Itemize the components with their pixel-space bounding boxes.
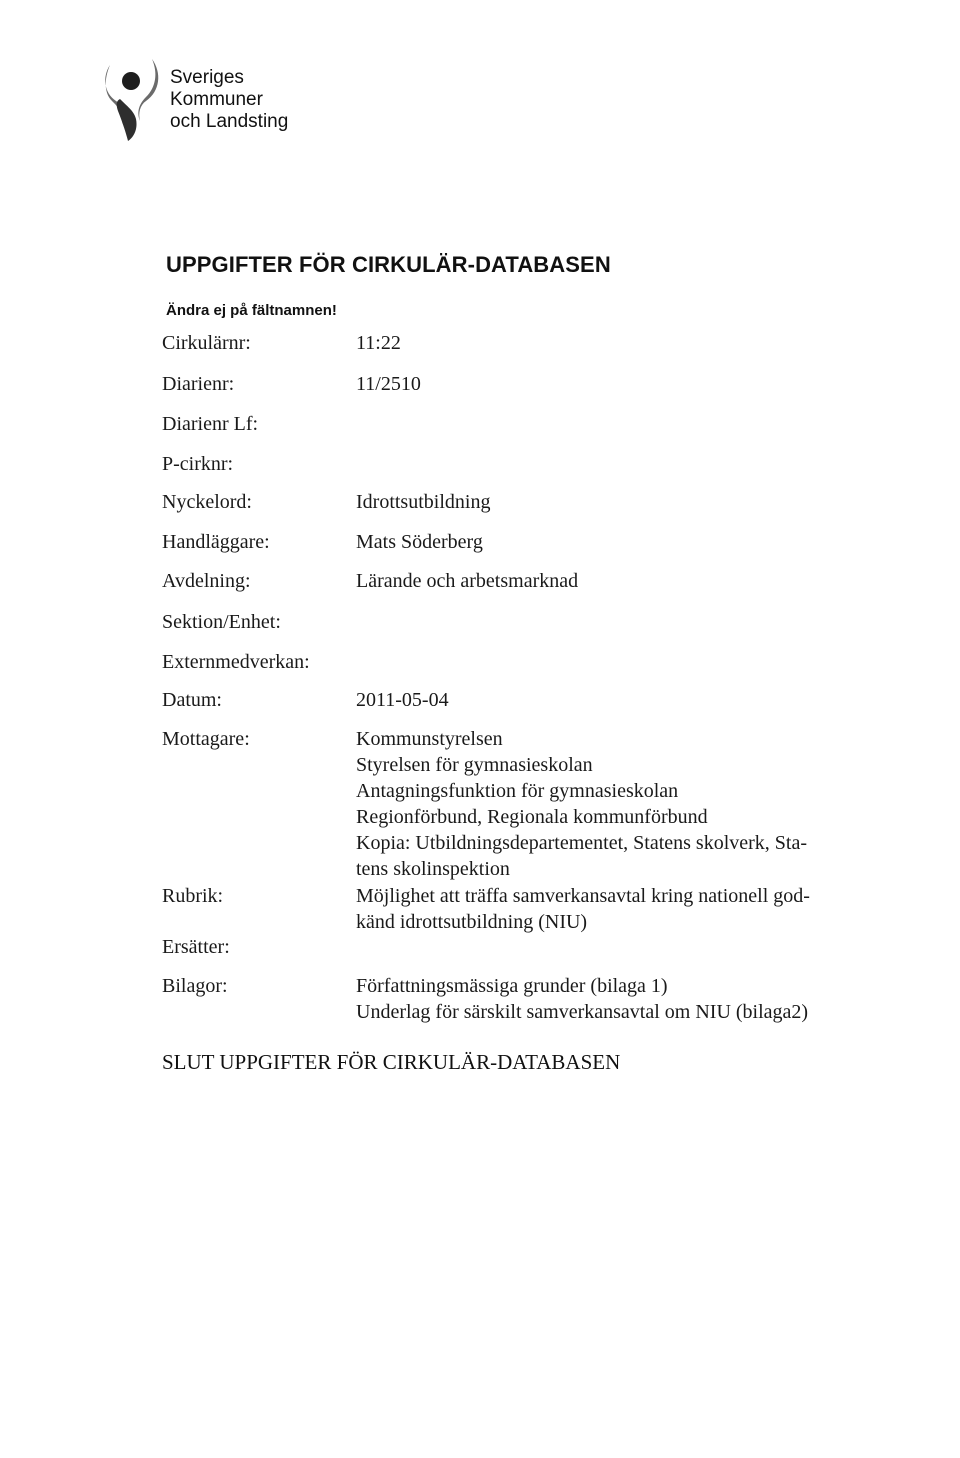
field-label: Nyckelord:	[162, 491, 252, 513]
field-label: Diarienr Lf:	[162, 413, 259, 435]
field-value: 11/2510	[356, 373, 421, 395]
field-label: Handläggare:	[162, 531, 270, 553]
field-value: Lärande och arbetsmarknad	[356, 570, 579, 592]
organization-logo	[100, 55, 300, 145]
field-value-list	[356, 973, 876, 1025]
recipient-line: tens skolinspektion	[356, 858, 510, 880]
logo-line-3: och Landsting	[170, 111, 289, 132]
logo-wordmark	[170, 67, 288, 133]
attachment-line: Författningsmässiga grunder (bilaga 1)	[356, 975, 668, 997]
field-label: Mottagare:	[162, 728, 250, 750]
attachment-line: Underlag för särskilt samverkansavtal om NIU (bilaga2)	[356, 1001, 809, 1023]
field-value: Idrottsutbildning	[356, 491, 491, 513]
logo-line-2: Kommuner	[170, 89, 263, 110]
skl-figure-logo-icon	[100, 55, 164, 143]
recipient-line: Kommunstyrelsen	[356, 728, 503, 750]
field-label: Datum:	[162, 689, 222, 711]
logo-line-1: Sveriges	[170, 67, 244, 88]
field-name-note: Ändra ej på fältnamnen!	[166, 302, 337, 319]
field-value-list	[356, 726, 876, 882]
field-value: Mats Söderberg	[356, 531, 483, 553]
recipient-line: Antagningsfunktion för gymnasieskolan	[356, 780, 679, 802]
page-title: UPPGIFTER FÖR CIRKULÄR-DATABASEN	[166, 252, 611, 277]
field-label: Ersätter:	[162, 936, 230, 958]
field-label: Bilagor:	[162, 975, 228, 997]
field-value: 2011-05-04	[356, 689, 449, 711]
recipient-line: Styrelsen för gymnasieskolan	[356, 754, 593, 776]
recipient-line: Kopia: Utbildningsdepartementet, Statens skolverk, Sta-	[356, 832, 808, 854]
end-marker: SLUT UPPGIFTER FÖR CIRKULÄR-DATABASEN	[162, 1050, 621, 1074]
field-label: Avdelning:	[162, 570, 251, 592]
field-label: Diarienr:	[162, 373, 235, 395]
field-label: P-cirknr:	[162, 453, 234, 475]
recipient-line: Regionförbund, Regionala kommunförbund	[356, 806, 708, 828]
field-label: Sektion/Enhet:	[162, 611, 281, 633]
field-label: Rubrik:	[162, 885, 224, 907]
subject-line: känd idrottsutbildning (NIU)	[356, 911, 588, 933]
field-label: Externmedverkan:	[162, 651, 310, 673]
field-value: 11:22	[356, 332, 401, 354]
field-label: Cirkulärnr:	[162, 332, 251, 354]
field-value-list	[356, 883, 876, 935]
subject-line: Möjlighet att träffa samverkansavtal kring nationell god-	[356, 885, 810, 907]
